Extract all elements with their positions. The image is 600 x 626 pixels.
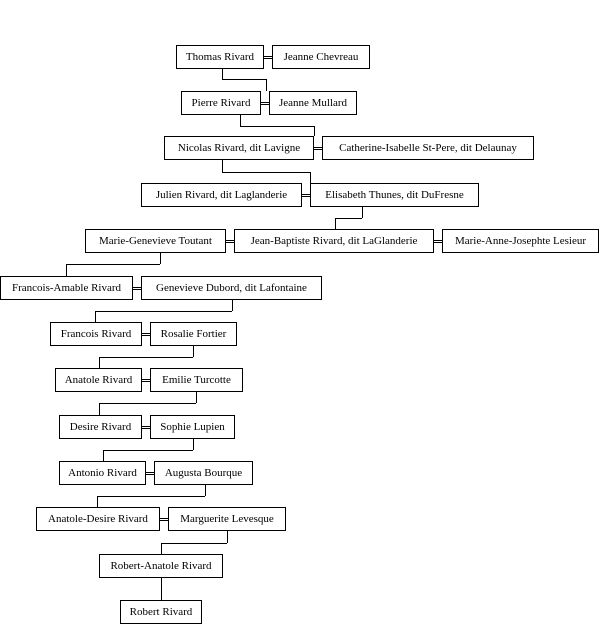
descent-line xyxy=(196,392,197,403)
person-genevieve-dubord: Genevieve Dubord, dit Lafontaine xyxy=(141,276,322,300)
marriage-connector xyxy=(264,56,272,59)
marriage-connector xyxy=(142,333,150,336)
descent-line xyxy=(66,264,67,276)
person-jeanne-mullard: Jeanne Mullard xyxy=(269,91,357,115)
marriage-connector xyxy=(142,379,150,382)
person-francois-rivard: Francois Rivard xyxy=(50,322,142,346)
descent-line xyxy=(266,79,267,91)
descent-line xyxy=(97,496,98,507)
person-marie-anne-josephte-lesieur: Marie-Anne-Josephte Lesieur xyxy=(442,229,599,253)
person-sophie-lupien: Sophie Lupien xyxy=(150,415,235,439)
descent-line xyxy=(335,218,336,229)
descent-line xyxy=(240,126,314,127)
person-julien-rivard: Julien Rivard, dit Laglanderie xyxy=(141,183,302,207)
descent-line xyxy=(161,578,162,600)
descent-line xyxy=(97,496,205,497)
marriage-connector xyxy=(146,472,154,475)
descent-line xyxy=(99,357,100,368)
descent-line xyxy=(240,115,241,126)
person-pierre-rivard: Pierre Rivard xyxy=(181,91,261,115)
descent-line xyxy=(335,218,362,219)
person-marie-genevieve-toutant: Marie-Genevieve Toutant xyxy=(85,229,226,253)
person-anatole-desire-rivard: Anatole-Desire Rivard xyxy=(36,507,160,531)
descent-line xyxy=(99,357,193,358)
person-robert-rivard: Robert Rivard xyxy=(120,600,202,624)
descent-line xyxy=(222,160,223,172)
person-thomas-rivard: Thomas Rivard xyxy=(176,45,264,69)
descent-line xyxy=(161,543,227,544)
person-francois-amable-rivard: Francois-Amable Rivard xyxy=(0,276,133,300)
descent-line xyxy=(222,79,266,80)
descent-line xyxy=(222,69,223,79)
person-rosalie-fortier: Rosalie Fortier xyxy=(150,322,237,346)
person-jeanne-chevreau: Jeanne Chevreau xyxy=(272,45,370,69)
person-elisabeth-thunes: Elisabeth Thunes, dit DuFresne xyxy=(310,183,479,207)
descent-line xyxy=(205,485,206,496)
descent-line xyxy=(161,543,162,554)
marriage-connector xyxy=(160,518,168,521)
person-nicolas-rivard: Nicolas Rivard, dit Lavigne xyxy=(164,136,314,160)
person-anatole-rivard: Anatole Rivard xyxy=(55,368,142,392)
marriage-connector xyxy=(434,240,442,243)
descent-line xyxy=(160,253,161,264)
descent-line xyxy=(193,439,194,450)
descent-line xyxy=(232,300,233,311)
descent-line xyxy=(310,172,311,183)
marriage-connector xyxy=(142,426,150,429)
descent-line xyxy=(103,450,193,451)
person-robert-anatole-rivard: Robert-Anatole Rivard xyxy=(99,554,223,578)
descent-line xyxy=(66,264,160,265)
person-catherine-isabelle-st-pere: Catherine-Isabelle St-Pere, dit Delaunay xyxy=(322,136,534,160)
descent-line xyxy=(222,172,310,173)
person-emilie-turcotte: Emilie Turcotte xyxy=(150,368,243,392)
person-antonio-rivard: Antonio Rivard xyxy=(59,461,146,485)
marriage-connector xyxy=(133,287,141,290)
marriage-connector xyxy=(314,147,322,150)
descent-line xyxy=(103,450,104,461)
person-augusta-bourque: Augusta Bourque xyxy=(154,461,253,485)
marriage-connector xyxy=(302,194,310,197)
descent-line xyxy=(95,311,96,322)
marriage-connector xyxy=(226,240,234,243)
person-marguerite-levesque: Marguerite Levesque xyxy=(168,507,286,531)
descent-line xyxy=(99,403,100,415)
person-jean-baptiste-rivard: Jean-Baptiste Rivard, dit LaGlanderie xyxy=(234,229,434,253)
descent-line xyxy=(314,126,315,136)
descent-line xyxy=(193,346,194,357)
descent-line xyxy=(95,311,232,312)
marriage-connector xyxy=(261,102,269,105)
descent-line xyxy=(362,207,363,218)
descent-line xyxy=(227,531,228,543)
person-desire-rivard: Desire Rivard xyxy=(59,415,142,439)
descent-line xyxy=(99,403,196,404)
